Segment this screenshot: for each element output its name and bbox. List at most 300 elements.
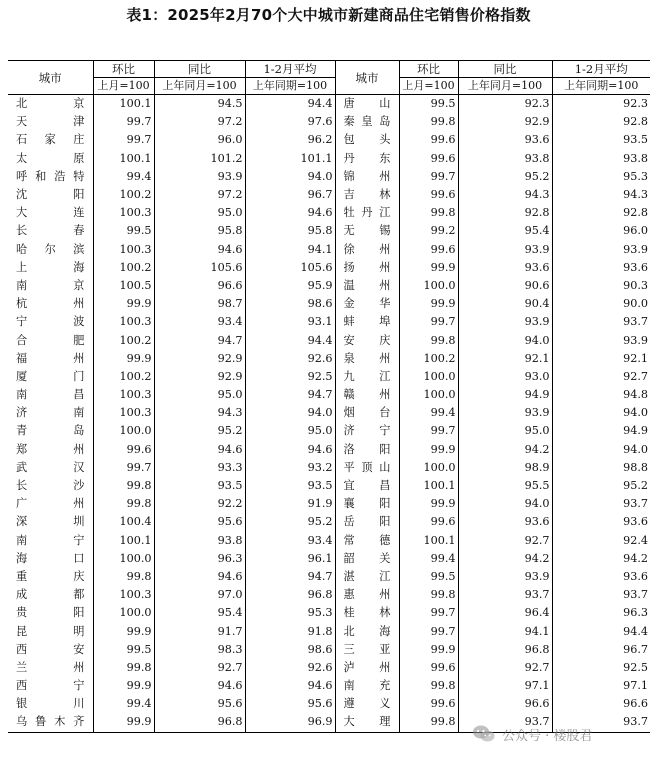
yoy-value-right: 92.3 (458, 95, 552, 114)
mom-value-right: 99.8 (399, 204, 458, 222)
city-name-right: 温州 (335, 277, 399, 295)
city-name-right: 大理 (335, 713, 399, 732)
city-name-left: 厦门 (16, 369, 85, 383)
city-name-left: 广州 (16, 497, 85, 511)
avg-value-right: 93.6 (552, 568, 650, 586)
mom-value-left: 100.5 (93, 277, 154, 295)
watermark-text: 公众号 · 楼股君 (502, 728, 593, 744)
city-name-left: 贵阳 (16, 606, 85, 620)
city-name-right: 金华 (335, 295, 399, 313)
table-row (8, 477, 650, 495)
yoy-value-left: 96.6 (154, 277, 245, 295)
yoy-value-left: 94.3 (154, 404, 245, 422)
city-name-right: 烟台 (335, 404, 399, 422)
table-row (8, 331, 650, 349)
yoy-value-left: 95.2 (154, 422, 245, 440)
avg-value-left: 94.6 (245, 677, 335, 695)
yoy-value-right: 92.1 (458, 350, 552, 368)
table-row (8, 604, 650, 622)
city-name-left: 南京 (16, 278, 85, 292)
city-name-right: 扬州 (335, 259, 399, 277)
city-name-right: 锦州 (335, 168, 399, 186)
yoy-value-left: 96.0 (154, 131, 245, 149)
city-name-right: 洛阳 (335, 441, 399, 459)
avg-value-right: 97.1 (552, 677, 650, 695)
table-header (8, 61, 650, 95)
city-name-right: 岳阳 (335, 513, 399, 531)
mom-value-left: 99.9 (93, 350, 154, 368)
yoy-value-right: 94.0 (458, 495, 552, 513)
avg-value-right: 94.0 (552, 441, 650, 459)
mom-value-right: 99.9 (399, 441, 458, 459)
yoy-value-right: 95.2 (458, 168, 552, 186)
yoy-value-right: 94.0 (458, 331, 552, 349)
avg-value-right: 93.9 (552, 331, 650, 349)
mom-value-left: 99.4 (93, 695, 154, 713)
avg-value-left: 97.6 (245, 113, 335, 131)
city-name-right: 常德 (335, 532, 399, 550)
avg-value-left: 96.7 (245, 186, 335, 204)
avg-value-right: 94.2 (552, 550, 650, 568)
avg-value-left: 94.1 (245, 241, 335, 259)
wechat-icon (472, 724, 496, 744)
avg-value-right: 93.9 (552, 241, 650, 259)
avg-value-left: 96.9 (245, 713, 335, 732)
city-name-left: 深圳 (16, 515, 85, 529)
yoy-value-right: 96.8 (458, 641, 552, 659)
avg-value-left: 95.3 (245, 604, 335, 622)
mom-value-right: 100.0 (399, 277, 458, 295)
avg-value-left: 94.7 (245, 386, 335, 404)
avg-value-left: 94.0 (245, 404, 335, 422)
avg-value-right: 93.7 (552, 495, 650, 513)
yoy-value-left: 91.7 (154, 622, 245, 640)
table-row (8, 659, 650, 677)
avg-value-right: 92.7 (552, 368, 650, 386)
avg-value-left: 95.2 (245, 513, 335, 531)
avg-value-left: 91.8 (245, 622, 335, 640)
table-row (8, 404, 650, 422)
city-name-right: 湛江 (335, 568, 399, 586)
yoy-value-left: 95.4 (154, 604, 245, 622)
table-row (8, 168, 650, 186)
yoy-value-right: 92.7 (458, 532, 552, 550)
avg-value-left: 98.6 (245, 295, 335, 313)
table-row (8, 532, 650, 550)
table-row (8, 241, 650, 259)
table-row (8, 459, 650, 477)
yoy-value-right: 94.2 (458, 550, 552, 568)
yoy-value-right: 94.1 (458, 622, 552, 640)
mom-value-left: 99.8 (93, 659, 154, 677)
table-row (8, 586, 650, 604)
yoy-value-left: 93.4 (154, 313, 245, 331)
city-name-right: 徐州 (335, 241, 399, 259)
mom-value-left: 99.9 (93, 622, 154, 640)
city-name-right: 北海 (335, 622, 399, 640)
avg-value-left: 101.1 (245, 150, 335, 168)
mom-value-left: 100.3 (93, 404, 154, 422)
yoy-value-left: 95.0 (154, 204, 245, 222)
mom-value-right: 99.8 (399, 331, 458, 349)
avg-value-right: 92.5 (552, 659, 650, 677)
avg-value-right: 96.6 (552, 695, 650, 713)
mom-value-left: 100.3 (93, 313, 154, 331)
city-name-left: 海口 (16, 551, 85, 565)
mom-value-right: 99.6 (399, 241, 458, 259)
mom-value-right: 99.5 (399, 95, 458, 114)
table-row (8, 568, 650, 586)
avg-value-left: 93.1 (245, 313, 335, 331)
avg-value-left: 96.8 (245, 586, 335, 604)
avg-value-right: 94.0 (552, 404, 650, 422)
city-name-left: 沈阳 (16, 188, 85, 202)
mom-value-right: 99.7 (399, 168, 458, 186)
yoy-value-left: 96.3 (154, 550, 245, 568)
mom-value-right: 99.8 (399, 677, 458, 695)
mom-value-left: 99.4 (93, 168, 154, 186)
avg-value-right: 93.7 (552, 313, 650, 331)
table-row (8, 150, 650, 168)
avg-value-left: 94.4 (245, 95, 335, 114)
table-row (8, 386, 650, 404)
yoy-value-right: 93.7 (458, 586, 552, 604)
col-header-avg-right: 1-2月平均 (552, 61, 650, 78)
city-name-left: 上海 (16, 260, 85, 274)
city-name-right: 南充 (335, 677, 399, 695)
city-name-left: 合肥 (16, 333, 85, 347)
mom-value-left: 99.9 (93, 295, 154, 313)
table-title: 表1：2025年2月70个大中城市新建商品住宅销售价格指数 (126, 6, 531, 24)
col-header-avg-left: 1-2月平均 (245, 61, 335, 78)
yoy-value-left: 92.9 (154, 350, 245, 368)
yoy-value-left: 93.5 (154, 477, 245, 495)
city-name-left: 昆明 (16, 624, 85, 638)
table-row (8, 495, 650, 513)
yoy-value-right: 94.3 (458, 186, 552, 204)
yoy-value-left: 92.7 (154, 659, 245, 677)
avg-value-right: 93.8 (552, 150, 650, 168)
yoy-value-right: 94.9 (458, 386, 552, 404)
table-row (8, 422, 650, 440)
yoy-value-left: 93.3 (154, 459, 245, 477)
yoy-value-left: 95.6 (154, 695, 245, 713)
city-name-left: 天津 (16, 115, 85, 129)
mom-value-right: 99.6 (399, 513, 458, 531)
mom-value-right: 99.6 (399, 659, 458, 677)
mom-value-left: 100.3 (93, 204, 154, 222)
yoy-value-right: 93.9 (458, 404, 552, 422)
avg-value-right: 93.5 (552, 131, 650, 149)
city-name-left: 北京 (16, 97, 85, 111)
yoy-value-right: 92.8 (458, 204, 552, 222)
col-header-city-left: 城市 (8, 61, 93, 95)
avg-value-right: 90.0 (552, 295, 650, 313)
mom-value-right: 99.7 (399, 604, 458, 622)
mom-value-left: 100.0 (93, 422, 154, 440)
yoy-value-left: 95.6 (154, 513, 245, 531)
yoy-value-right: 93.0 (458, 368, 552, 386)
yoy-value-left: 95.8 (154, 222, 245, 240)
yoy-value-left: 94.5 (154, 95, 245, 114)
city-name-left: 济南 (16, 406, 85, 420)
city-name-right: 无锡 (335, 222, 399, 240)
mom-value-right: 99.6 (399, 186, 458, 204)
yoy-value-right: 90.4 (458, 295, 552, 313)
city-name-left: 福州 (16, 351, 85, 365)
avg-value-right: 94.3 (552, 186, 650, 204)
table-row (8, 259, 650, 277)
city-name-right: 三亚 (335, 641, 399, 659)
avg-value-left: 93.4 (245, 532, 335, 550)
city-name-right: 惠州 (335, 586, 399, 604)
city-name-right: 牡丹江 (335, 204, 399, 222)
city-name-left: 长春 (16, 224, 85, 238)
mom-value-left: 99.7 (93, 113, 154, 131)
avg-value-right: 92.1 (552, 350, 650, 368)
yoy-value-right: 93.7 (458, 713, 552, 732)
mom-value-left: 99.5 (93, 222, 154, 240)
mom-value-right: 99.8 (399, 113, 458, 131)
city-name-left: 石家庄 (16, 133, 85, 147)
col-subheader-mom-right: 上月=100 (399, 78, 458, 95)
avg-value-right: 94.9 (552, 422, 650, 440)
city-name-left: 哈尔滨 (16, 242, 85, 256)
yoy-value-left: 97.0 (154, 586, 245, 604)
mom-value-right: 99.9 (399, 259, 458, 277)
city-name-right: 唐山 (335, 95, 399, 114)
avg-value-left: 92.6 (245, 659, 335, 677)
yoy-value-left: 105.6 (154, 259, 245, 277)
city-name-right: 安庆 (335, 331, 399, 349)
avg-value-right: 93.7 (552, 586, 650, 604)
city-name-right: 平顶山 (335, 459, 399, 477)
table-row (8, 222, 650, 240)
city-name-left: 重庆 (16, 569, 85, 583)
city-name-left: 兰州 (16, 660, 85, 674)
avg-value-right: 93.7 (552, 713, 650, 732)
yoy-value-left: 101.2 (154, 150, 245, 168)
avg-value-left: 96.1 (245, 550, 335, 568)
mom-value-left: 99.8 (93, 495, 154, 513)
yoy-value-right: 96.6 (458, 695, 552, 713)
mom-value-right: 100.0 (399, 386, 458, 404)
city-name-right: 韶关 (335, 550, 399, 568)
col-header-city-right: 城市 (335, 61, 399, 95)
city-name-left: 南宁 (16, 533, 85, 547)
city-name-right: 济宁 (335, 422, 399, 440)
col-header-yoy-left: 同比 (154, 61, 245, 78)
mom-value-right: 99.5 (399, 568, 458, 586)
city-name-right: 秦皇岛 (335, 113, 399, 131)
mom-value-right: 100.2 (399, 350, 458, 368)
avg-value-right: 94.8 (552, 386, 650, 404)
city-name-right: 蚌埠 (335, 313, 399, 331)
city-name-left: 南昌 (16, 388, 85, 402)
avg-value-right: 96.3 (552, 604, 650, 622)
city-name-right: 遵义 (335, 695, 399, 713)
avg-value-right: 94.4 (552, 622, 650, 640)
mom-value-left: 100.1 (93, 532, 154, 550)
yoy-value-right: 95.0 (458, 422, 552, 440)
yoy-value-left: 92.9 (154, 368, 245, 386)
avg-value-left: 105.6 (245, 259, 335, 277)
avg-value-left: 92.5 (245, 368, 335, 386)
avg-value-right: 90.3 (552, 277, 650, 295)
yoy-value-right: 92.9 (458, 113, 552, 131)
yoy-value-right: 96.4 (458, 604, 552, 622)
yoy-value-left: 98.3 (154, 641, 245, 659)
mom-value-right: 99.6 (399, 150, 458, 168)
city-name-left: 郑州 (16, 442, 85, 456)
mom-value-right: 99.8 (399, 586, 458, 604)
table-row (8, 550, 650, 568)
mom-value-left: 100.0 (93, 550, 154, 568)
col-subheader-mom-left: 上月=100 (93, 78, 154, 95)
table-row (8, 441, 650, 459)
avg-value-left: 95.8 (245, 222, 335, 240)
avg-value-left: 95.6 (245, 695, 335, 713)
yoy-value-left: 93.9 (154, 168, 245, 186)
col-subheader-yoy-right: 上年同月=100 (458, 78, 552, 95)
mom-value-right: 99.9 (399, 495, 458, 513)
yoy-value-right: 95.4 (458, 222, 552, 240)
yoy-value-left: 97.2 (154, 113, 245, 131)
avg-value-left: 95.9 (245, 277, 335, 295)
city-name-right: 襄阳 (335, 495, 399, 513)
table-row (8, 95, 650, 114)
yoy-value-left: 98.7 (154, 295, 245, 313)
avg-value-left: 94.6 (245, 441, 335, 459)
city-name-right: 泉州 (335, 350, 399, 368)
yoy-value-left: 95.0 (154, 386, 245, 404)
city-name-right: 桂林 (335, 604, 399, 622)
yoy-value-right: 93.9 (458, 241, 552, 259)
mom-value-left: 100.4 (93, 513, 154, 531)
city-name-left: 杭州 (16, 297, 85, 311)
mom-value-right: 100.1 (399, 532, 458, 550)
table-row (8, 368, 650, 386)
yoy-value-right: 92.7 (458, 659, 552, 677)
city-name-right: 包头 (335, 131, 399, 149)
mom-value-left: 100.0 (93, 604, 154, 622)
city-name-right: 泸州 (335, 659, 399, 677)
yoy-value-left: 94.6 (154, 677, 245, 695)
avg-value-right: 96.0 (552, 222, 650, 240)
mom-value-left: 99.9 (93, 677, 154, 695)
table-row (8, 513, 650, 531)
mom-value-right: 99.2 (399, 222, 458, 240)
city-name-left: 乌鲁木齐 (16, 715, 85, 729)
table-row (8, 677, 650, 695)
table-row (8, 350, 650, 368)
avg-value-left: 95.0 (245, 422, 335, 440)
city-name-left: 大连 (16, 206, 85, 220)
mom-value-left: 99.5 (93, 641, 154, 659)
mom-value-right: 99.7 (399, 313, 458, 331)
mom-value-right: 99.7 (399, 422, 458, 440)
mom-value-left: 100.2 (93, 331, 154, 349)
table-row (8, 641, 650, 659)
avg-value-right: 93.6 (552, 259, 650, 277)
mom-value-left: 100.3 (93, 241, 154, 259)
avg-value-right: 96.7 (552, 641, 650, 659)
avg-value-right: 92.4 (552, 532, 650, 550)
mom-value-left: 100.2 (93, 186, 154, 204)
city-name-right: 九江 (335, 368, 399, 386)
yoy-value-right: 94.2 (458, 441, 552, 459)
avg-value-right: 92.8 (552, 204, 650, 222)
avg-value-left: 98.6 (245, 641, 335, 659)
city-name-right: 吉林 (335, 186, 399, 204)
avg-value-right: 92.8 (552, 113, 650, 131)
yoy-value-left: 94.6 (154, 441, 245, 459)
yoy-value-right: 93.6 (458, 513, 552, 531)
yoy-value-right: 93.9 (458, 568, 552, 586)
city-name-left: 青岛 (16, 424, 85, 438)
avg-value-left: 94.7 (245, 568, 335, 586)
city-name-left: 宁波 (16, 315, 85, 329)
col-header-yoy-right: 同比 (458, 61, 552, 78)
col-subheader-yoy-left: 上年同月=100 (154, 78, 245, 95)
yoy-value-right: 97.1 (458, 677, 552, 695)
city-name-left: 太原 (16, 151, 85, 165)
col-header-mom-right: 环比 (399, 61, 458, 78)
table-row (8, 695, 650, 713)
price-index-table (8, 60, 650, 733)
yoy-value-left: 94.6 (154, 568, 245, 586)
mom-value-left: 99.7 (93, 459, 154, 477)
mom-value-left: 100.3 (93, 386, 154, 404)
table-row (8, 277, 650, 295)
city-name-left: 银川 (16, 697, 85, 711)
mom-value-right: 99.9 (399, 295, 458, 313)
avg-value-right: 93.6 (552, 513, 650, 531)
mom-value-right: 99.4 (399, 550, 458, 568)
mom-value-left: 99.7 (93, 131, 154, 149)
avg-value-left: 91.9 (245, 495, 335, 513)
mom-value-left: 100.2 (93, 259, 154, 277)
avg-value-right: 98.8 (552, 459, 650, 477)
city-name-left: 呼和浩特 (16, 169, 85, 183)
avg-value-right: 92.3 (552, 95, 650, 114)
city-name-left: 武汉 (16, 460, 85, 474)
yoy-value-left: 96.8 (154, 713, 245, 732)
mom-value-right: 100.0 (399, 368, 458, 386)
col-header-mom-left: 环比 (93, 61, 154, 78)
avg-value-left: 94.6 (245, 204, 335, 222)
col-subheader-avg-right: 上年同期=100 (552, 78, 650, 95)
yoy-value-left: 92.2 (154, 495, 245, 513)
avg-value-right: 95.3 (552, 168, 650, 186)
table-row (8, 313, 650, 331)
city-name-left: 西安 (16, 642, 85, 656)
mom-value-left: 99.9 (93, 713, 154, 732)
table-row (8, 204, 650, 222)
avg-value-left: 93.2 (245, 459, 335, 477)
mom-value-right: 100.1 (399, 477, 458, 495)
table-row (8, 295, 650, 313)
yoy-value-left: 93.8 (154, 532, 245, 550)
avg-value-left: 94.4 (245, 331, 335, 349)
city-name-left: 成都 (16, 588, 85, 602)
yoy-value-right: 93.9 (458, 313, 552, 331)
avg-value-left: 93.5 (245, 477, 335, 495)
city-name-right: 宜昌 (335, 477, 399, 495)
yoy-value-right: 95.5 (458, 477, 552, 495)
yoy-value-left: 94.6 (154, 241, 245, 259)
avg-value-left: 96.2 (245, 131, 335, 149)
